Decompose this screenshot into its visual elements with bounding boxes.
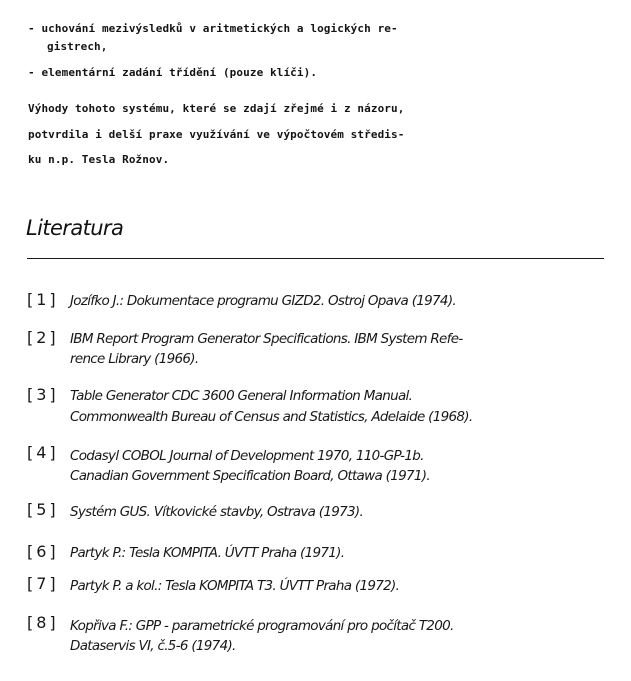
reference-3-line-1: Table Generator CDC 3600 General Information Manual. bbox=[70, 388, 413, 404]
reference-2-line-2: rence Library (1966). bbox=[70, 351, 199, 367]
reference-1-line-1: Jozífko J.: Dokumentace programu GIZD2. Ostroj Opava (1974). bbox=[70, 293, 456, 309]
reference-8-line-1: Kopřiva F.: GPP - parametrické programování pro počítač T200. bbox=[70, 618, 454, 634]
reference-4-line-1: Codasyl COBOL Journal of Development 1970, 110-GP-1b. bbox=[70, 448, 424, 464]
reference-number-1: [1] bbox=[27, 290, 59, 309]
reference-5-line-1: Systém GUS. Vítkovické stavby, Ostrava (1973). bbox=[70, 504, 364, 520]
reference-4-line-2: Canadian Government Specification Board, Ottawa (1971). bbox=[70, 468, 430, 484]
paragraph-line-1: Výhody tohoto systému, které se zdají zřejmé i z názoru, bbox=[28, 102, 405, 115]
reference-number-7: [7] bbox=[27, 574, 59, 593]
reference-number-5: [5] bbox=[27, 500, 59, 519]
reference-6-line-1: Partyk P.: Tesla KOMPITA. ÚVTT Praha (1971). bbox=[70, 545, 345, 561]
typed-line-1: - uchování mezivýsledků v aritmetických a logických re- bbox=[28, 22, 398, 35]
reference-8-line-2: Dataservis VI, č.5-6 (1974). bbox=[70, 638, 236, 654]
reference-number-8: [8] bbox=[27, 613, 59, 632]
paragraph-line-2: potvrdila i delší praxe využívání ve výpočtovém středis- bbox=[28, 128, 405, 141]
reference-number-3: [3] bbox=[27, 385, 59, 404]
heading-divider bbox=[27, 258, 604, 259]
reference-number-2: [2] bbox=[27, 328, 59, 347]
reference-7-line-1: Partyk P. a kol.: Tesla KOMPITA T3. ÚVTT Praha (1972). bbox=[70, 578, 400, 594]
typed-line-3: - elementární zadání třídění (pouze klíči). bbox=[28, 66, 318, 79]
reference-number-6: [6] bbox=[27, 542, 59, 561]
typed-line-2: gistrech, bbox=[47, 40, 108, 53]
reference-2-line-1: IBM Report Program Generator Specifications. IBM System Refe- bbox=[70, 331, 463, 347]
section-heading: Literatura bbox=[26, 216, 124, 240]
reference-number-4: [4] bbox=[27, 443, 59, 462]
paragraph-line-3: ku n.p. Tesla Rožnov. bbox=[28, 153, 170, 166]
reference-3-line-2: Commonwealth Bureau of Census and Statistics, Adelaide (1968). bbox=[70, 409, 473, 425]
